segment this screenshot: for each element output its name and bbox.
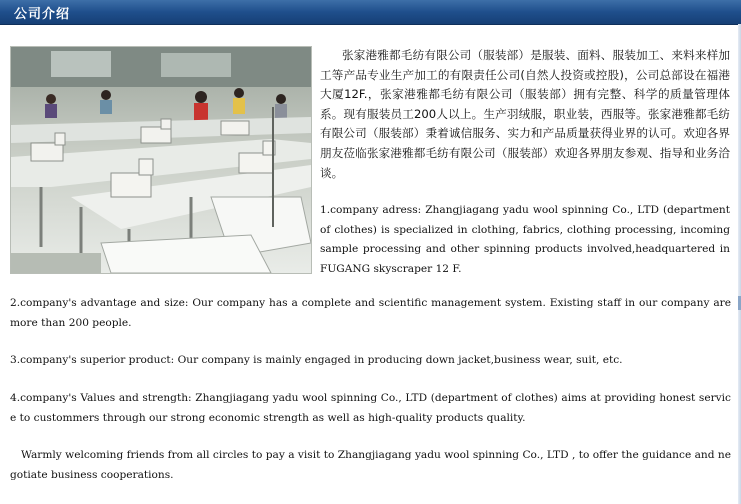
company-intro-chinese: 张家港雅都毛纺有限公司（服装部）是服装、面料、服装加工、来料来样加工等产品专业生产加工的有限责任公司(自然人投资或控股)，公司总部设在福港大厦12F.，张家港雅都毛纺有限公司（服装部）拥有完整、科学的质量管理体系。现有服装员工200人以上。生产羽绒服，职业装，西服等。张家港雅都毛纺有限公司（服装部）秉着诚信服务、实力和产品质量获得业界的认可。欢迎各界朋友莅临张家港雅都毛纺有限公司（服装部）欢迎各界朋友参观、指导和业务洽谈。 xyxy=(320,48,730,180)
company-advantage-paragraph: 2.company's advantage and size: Our company has a complete and scientific management system. Existing staff in our company are more than 200 people. xyxy=(10,297,731,329)
welcome-paragraph: Warmly welcoming friends from all circles to pay a visit to Zhangjiagang yadu wool spinning Co., LTD , to offer the guidance and negotiate business cooperations. xyxy=(10,449,731,481)
factory-photo xyxy=(10,46,312,274)
company-values-paragraph: 4.company's Values and strength: Zhangjiagang yadu wool spinning Co., LTD (department of clothes) aims at providing honest service to custommers through our strong economic strength as well as high-quality products quality. xyxy=(10,392,731,424)
company-address-paragraph: 1.company adress: Zhangjiagang yadu wool spinning Co., LTD (department of clothes) is specialized in clothing, fabrics, clothing processing, incoming sample processing and other spinning products involved,headquartered in FUGANG skyscraper 12 F. xyxy=(320,204,730,275)
section-header xyxy=(0,0,741,25)
section-title: 公司介绍 xyxy=(14,7,71,22)
company-product-paragraph: 3.company's superior product: Our company is mainly engaged in producing down jacket,business wear, suit, etc. xyxy=(10,354,623,366)
